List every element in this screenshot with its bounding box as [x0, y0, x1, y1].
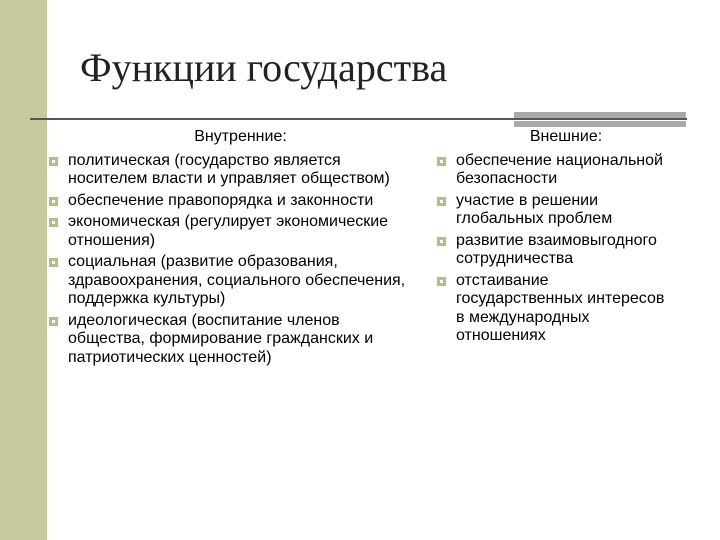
list-item-text: экономическая (регулирует экономические отношения) — [68, 213, 389, 249]
list-item — [48, 192, 413, 211]
list-item-text: обеспечение правопорядка и законности — [68, 191, 374, 209]
square-bullet-icon — [49, 157, 58, 166]
list-item-text: социальная (развитие образования, здравоохранения, социального обеспечения, поддержка культуры) — [68, 253, 406, 307]
square-bullet-icon — [437, 157, 446, 166]
square-bullet-icon — [437, 277, 446, 286]
accent-bar-bottom — [514, 121, 686, 127]
list-item-text: политическая (государство является носителем власти и управляет обществом) — [68, 151, 390, 187]
list-item — [48, 213, 413, 250]
list-item — [436, 272, 676, 346]
list-item — [48, 312, 413, 368]
internal-heading: Внутренние: — [194, 128, 287, 145]
external-heading: Внешние: — [529, 128, 603, 145]
square-bullet-icon — [437, 197, 446, 206]
internal-functions-list — [48, 152, 413, 368]
square-bullet-icon — [49, 218, 58, 227]
square-bullet-icon — [49, 317, 58, 326]
square-bullet-icon — [49, 197, 58, 206]
external-functions-column — [436, 128, 676, 349]
slide-title: Функции государства — [80, 45, 448, 90]
list-item — [48, 152, 413, 189]
list-item — [436, 232, 676, 269]
list-item-text: развитие взаимовыгодного сотрудничества — [456, 231, 657, 267]
square-bullet-icon — [437, 237, 446, 246]
external-functions-list — [436, 152, 676, 346]
internal-functions-column — [48, 128, 413, 370]
list-item-text: обеспечение национальной безопасности — [456, 151, 663, 187]
list-item-text: отстаивание государственных интересов в международных отношениях — [456, 271, 665, 344]
list-item — [436, 192, 676, 229]
title-divider — [30, 118, 687, 120]
list-item-text: идеологическая (воспитание членов общества, формирование гражданских и патриотических ценностей) — [68, 311, 374, 366]
list-item-text: участие в решении глобальных проблем — [456, 191, 613, 227]
square-bullet-icon — [49, 258, 58, 267]
list-item — [48, 253, 413, 309]
list-item — [436, 152, 676, 189]
left-decorative-band — [0, 0, 47, 540]
